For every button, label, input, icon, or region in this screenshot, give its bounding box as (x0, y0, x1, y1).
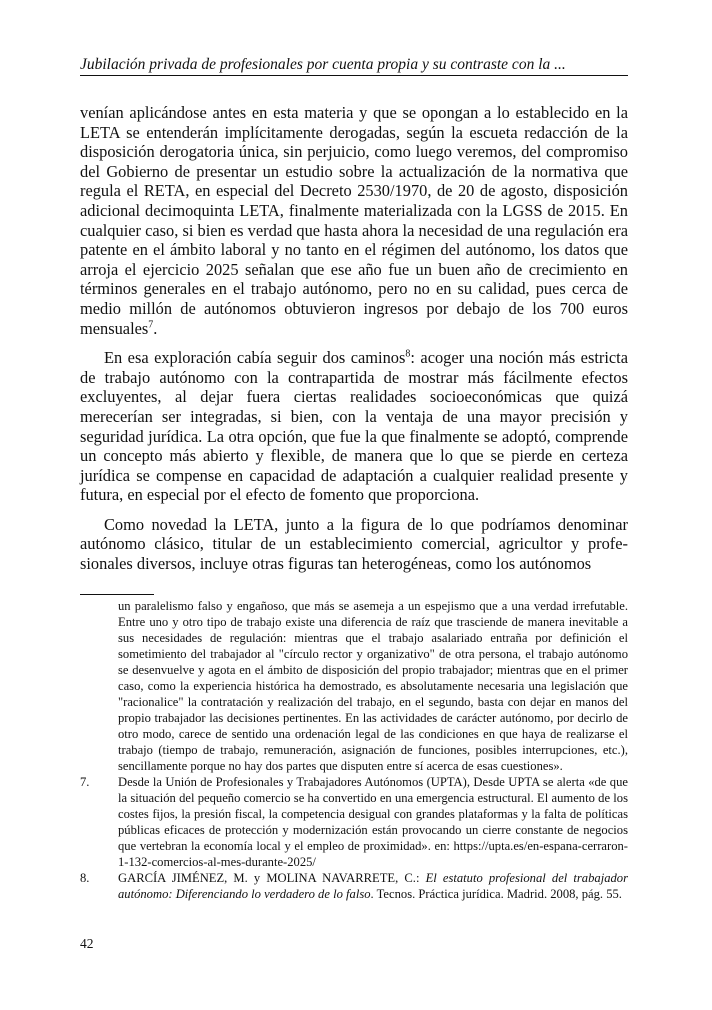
footnote-8-text (118, 870, 628, 902)
running-header: Jubilación privada de profesionales por cuenta propia y su contraste con la ... (80, 56, 566, 73)
footnote-continued: un paralelismo falso y engañoso, que más se asemeja a un espejismo que a una verdad irrefutable. Entre uno y otro tipo de trabajo existe una diferencia de raíz que trasciende de manera inevitable a sus necesidades de regulación: mientras que el trabajo asalariado entraña por definición el sometimiento del trabajador al "círculo rector y organizativo" de otra persona, el trabajo autónomo se desenvuelve y agota en el ámbito de disposición del propio trabajador; mientras que en el primer caso, como la experiencia histórica ha demostrado, es absolutamente necesaria una legislación que "racionalice" la contratación y realización del trabajo, en el segundo, basta con dejar en manos del propio trabajador las decisiones pertinentes. En las actividades de carácter autónomo, por decirlo de otro modo, carece de sentido una ordenación legal de las condiciones en que haya de realizarse el trabajo (tiempo de trabajo, remuneración, asignación de funciones, posibles interrupciones, etc.), sencillamente porque no hay dos partes que disputen entre sí acerca de esas cuestiones». (118, 599, 628, 773)
paragraph-1-text: venían aplicándose antes en esta materia y que se opongan a lo establecido en la LETA se entenderán implícitamente derogadas, según la escueta redacción de la disposición derogatoria única, sin perjuicio, como luego veremos, del compromiso del Gobierno de presentar un estudio sobre la actualización de la normativa que regula el RETA, en especial del Decreto 2530/1970, de 20 de agosto, disposición adicional decimoquinta LETA, finalmente materializada con la LGSS de 2015. En cualquier caso, si bien es verdad que hasta ahora la necesidad de una regulación era patente en el ámbito laboral y no tanto en el régimen del autónomo, los datos que arroja el ejercicio 2025 señalan que ese año fue un buen año de crecimiento en términos generales en el trabajo autónomo, pero no en su calidad, pues cerca de medio millón de autónomos obtuvieron ingresos por debajo de los 700 euros mensuales (80, 103, 628, 338)
footnote-7 (80, 774, 628, 870)
paragraph-2 (80, 348, 628, 505)
footnote-8-number: 8. (80, 871, 90, 885)
paragraph-1: venían aplicándose antes en esta materia y que se opongan a lo establecido en la LETA se entenderán implícitamente derogadas, según la escueta redacción de la disposición derogatoria única, sin perjuicio, como luego veremos, del compromiso del Gobierno de presentar un estudio sobre la actualización de la normativa que regula el RETA, en especial del Decreto 2530/1970, de 20 de agosto, disposición adicional decimoquinta LETA, finalmente materializada con la LGSS de 2015. En cualquier caso, si bien es verdad que hasta ahora la necesidad de una regulación era patente en el ámbito laboral y no tanto en el régimen del autónomo, los datos que arroja el ejercicio 2025 señalan que ese año fue un buen año de crecimiento en términos generales en el trabajo autónomo, pero no en su calidad, pues cerca de medio millón de autónomos obtuvieron ingresos por debajo de los 700 euros mensuales$^7$. (80, 103, 628, 338)
paragraph-3: Como novedad la LETA, junto a la figura de lo que podríamos denominar autónomo clásico, titular de un establecimiento comercial, agricultor y profesionales diversos, incluye otras figuras tan heterogéneas, como los autónomos (80, 514, 628, 574)
footnotes (80, 598, 628, 902)
paragraph-2-text-b: : acoger una noción más estricta de trabajo autónomo con la contrapartida de mostrar más fácilmente efectos excluyentes, al dejar fuera ciertas realidades socioeconómicas que quizá merecerían ser integradas, si bien, con la ventaja de una mayor precisión y seguridad jurídica. La otra opción, que fue la que finalmente se adoptó, comprende un concepto más abierto y flexible, de manera que lo que se pierde en certeza jurídica se compense en capacidad de adaptación a cualquier realidad presente y futura, en especial por el efecto de fomento que proporciona. (80, 348, 628, 505)
footnote-8 (80, 870, 628, 902)
paragraph-2-text-a: En esa exploración cabía seguir dos caminos (104, 348, 406, 368)
footnote-rule (80, 594, 154, 595)
footnote-8-rest: . Tecnos. Práctica jurídica. Madrid. 2008, pág. 55. (370, 887, 622, 901)
header-rule (80, 75, 628, 76)
footnote-7-text: Desde la Unión de Profesionales y Trabajadores Autónomos (UPTA), Desde UPTA se alerta «de que la situación del pequeño comercio se ha convertido en una emergencia estructural. El aumento de los costes fijos, la presión fiscal, la competencia desigual con grandes plataformas y la falta de políticas públicas eficaces de protección y modernización están provocando un cierre constante de negocios que vertebran la economía local y el empleo de proximidad». en: https://upta.es/en-espana-cerraron-1-132-comercios-al-mes-durante-2025/ (118, 775, 628, 869)
footnote-8-authors: GARCÍA JIMÉNEZ, M. y MOLINA NAVARRETE, C.: (118, 871, 426, 885)
footnote-ref-8[interactable]: 8 (405, 348, 411, 360)
body-text (80, 103, 628, 574)
footnote-8-title: El estatuto profesional del trabajador autónomo: Diferenciando lo verdadero de lo falso (118, 871, 628, 901)
footnote-ref-7[interactable]: 7 (148, 319, 154, 331)
footnote-7-number: 7. (80, 775, 90, 789)
page-number: 42 (80, 936, 94, 951)
